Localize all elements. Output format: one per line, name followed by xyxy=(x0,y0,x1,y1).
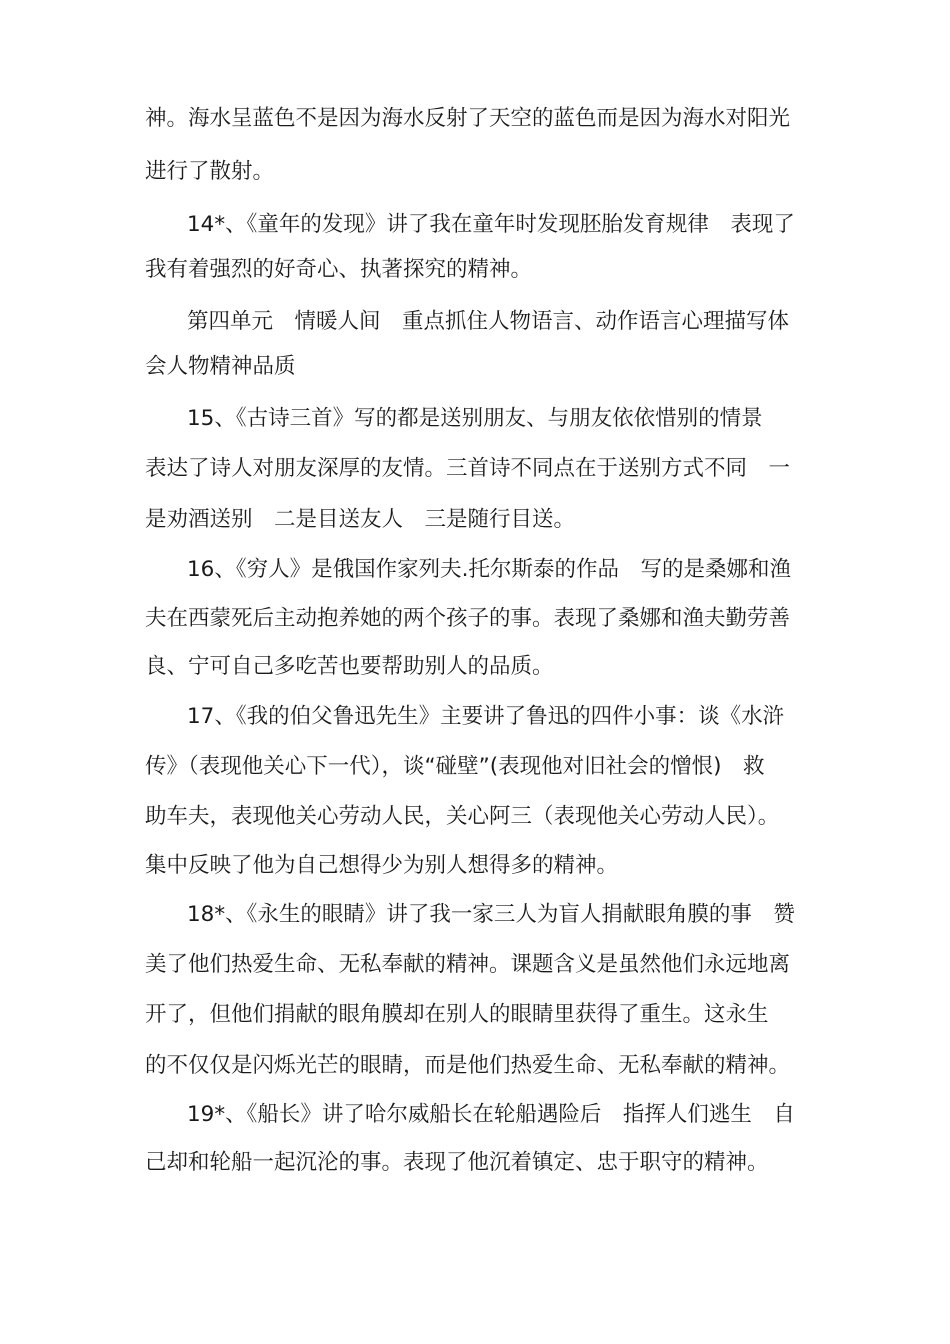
unit-heading-line: 第四单元 情暖人间 重点抓住人物语言、动作语言心理描写体 xyxy=(187,309,790,334)
text-line: 表达了诗人对朋友深厚的友情。三首诗不同点在于送别方式不同 一 xyxy=(145,456,791,481)
text-line: 是劝酒送别 二是目送友人 三是随行目送。 xyxy=(145,507,576,532)
paragraph-19-line: 19*、《船长》讲了哈尔威船长在轮船遇险后 指挥人们逃生 自 xyxy=(187,1102,795,1127)
text-line: 进行了散射。 xyxy=(145,159,275,184)
paragraph-16-line: 16、《穷人》是俄国作家列夫.托尔斯泰的作品 写的是桑娜和渔 xyxy=(187,557,791,582)
paragraph-15-line: 15、《古诗三首》写的都是送别朋友、与朋友依依惜别的情景 xyxy=(187,406,763,431)
text-line: 我有着强烈的好奇心、执著探究的精神。 xyxy=(145,257,533,282)
text-line: 集中反映了他为自己想得少为别人想得多的精神。 xyxy=(145,853,619,878)
paragraph-17-line: 17、《我的伯父鲁迅先生》主要讲了鲁迅的四件小事：谈《水浒 xyxy=(187,704,785,729)
text-line: 会人物精神品质 xyxy=(145,354,296,379)
text-line: 助车夫，表现他关心劳动人民，关心阿三（表现他关心劳动人民）。 xyxy=(145,804,780,829)
paragraph-14-line: 14*、《童年的发现》讲了我在童年时发现胚胎发育规律 表现了 xyxy=(187,212,795,237)
text-line: 神。海水呈蓝色不是因为海水反射了天空的蓝色而是因为海水对阳光 xyxy=(145,106,791,131)
text-line: 夫在西蒙死后主动抱养她的两个孩子的事。表现了桑娜和渔夫勤劳善 xyxy=(145,606,791,631)
paragraph-18-line: 18*、《永生的眼睛》讲了我一家三人为盲人捐献眼角膜的事 赞 xyxy=(187,902,795,927)
text-line: 的不仅仅是闪烁光芒的眼睛，而是他们热爱生命、无私奉献的精神。 xyxy=(145,1053,791,1078)
text-line: 美了他们热爱生命、无私奉献的精神。课题含义是虽然他们永远地离 xyxy=(145,952,791,977)
text-line: 良、宁可自己多吃苦也要帮助别人的品质。 xyxy=(145,654,554,679)
text-line: 传》（表现他关心下一代），谈“碰壁”(表现他对旧社会的憎恨) 救 xyxy=(145,754,765,779)
text-line: 开了，但他们捐献的眼角膜却在别人的眼睛里获得了重生。这永生 xyxy=(145,1002,769,1027)
text-line: 己却和轮船一起沉沦的事。表现了他沉着镇定、忠于职守的精神。 xyxy=(145,1150,769,1175)
